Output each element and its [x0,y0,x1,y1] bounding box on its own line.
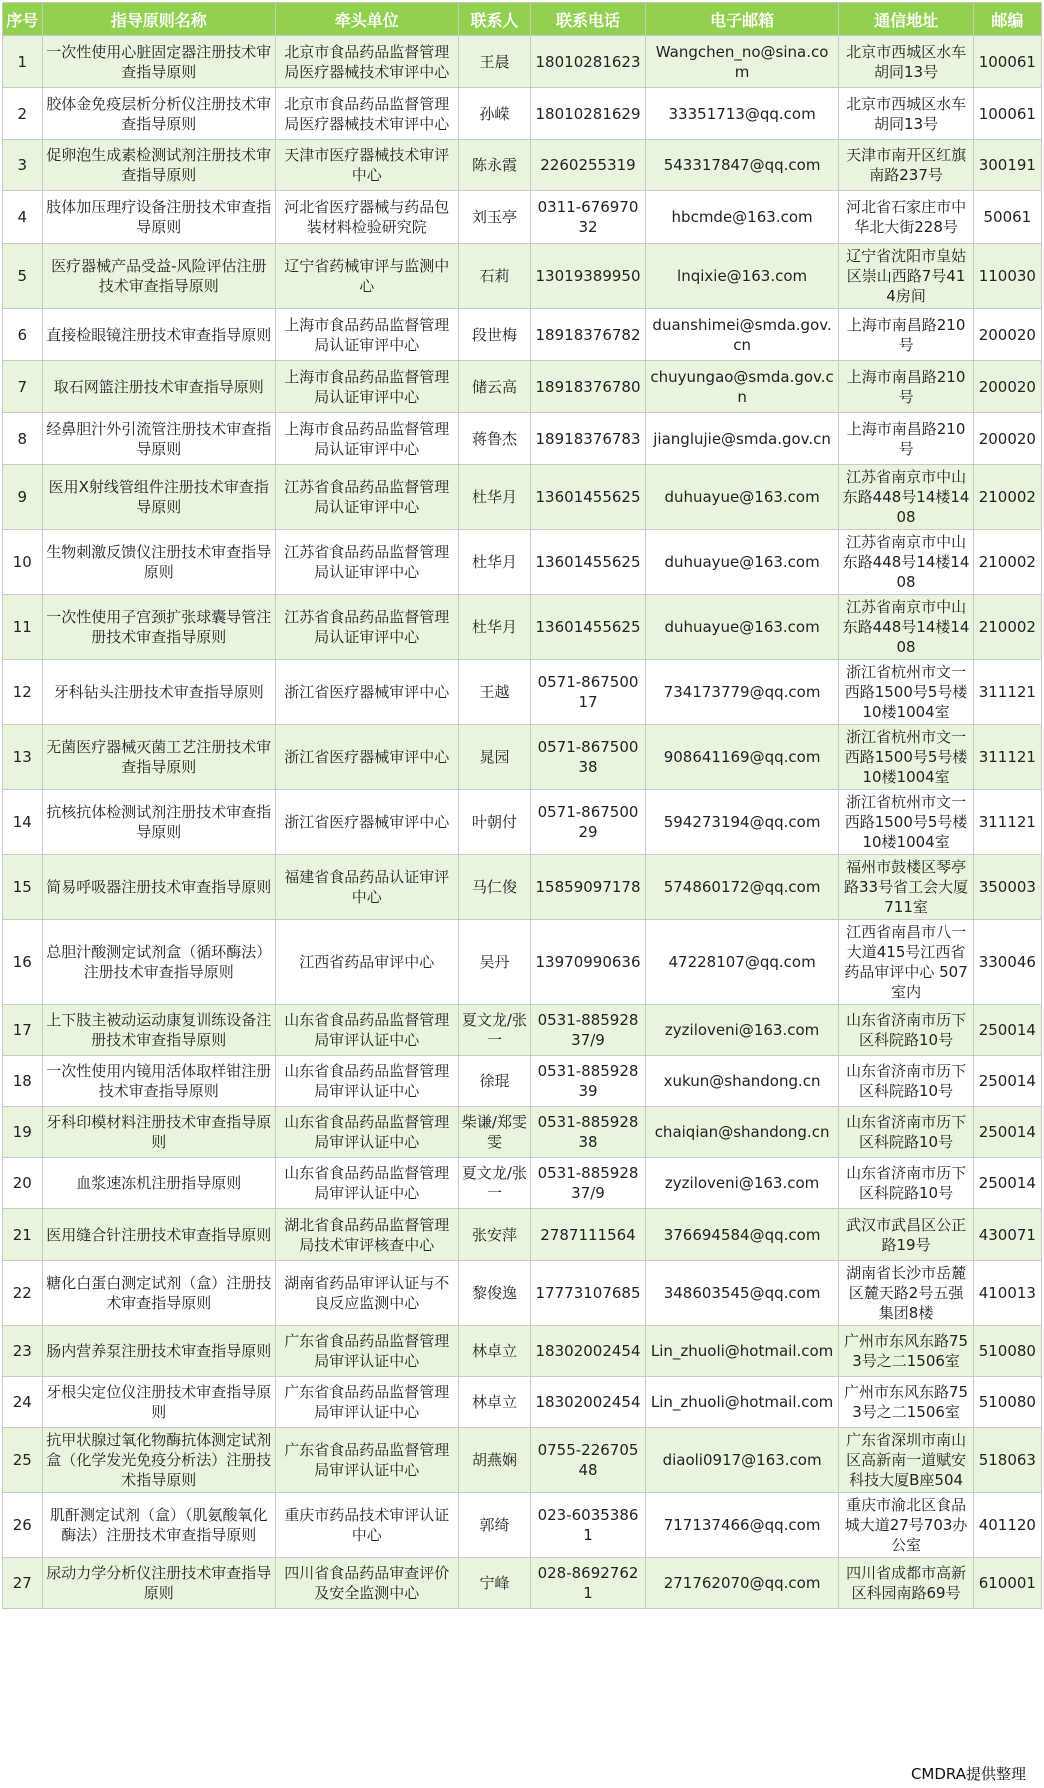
lead-unit: 山东省食品药品监督管理局审评认证中心 [275,1158,458,1209]
contact-person: 杜华月 [458,530,531,595]
postal-code: 311121 [973,660,1041,725]
mailing-address: 福州市鼓楼区琴亭路33号省工会大厦711室 [839,855,973,920]
contact-person: 王晨 [458,36,531,88]
contact-person: 陈永霞 [458,140,531,191]
contact-person: 夏文龙/张一 [458,1005,531,1056]
row-number: 21 [3,1209,43,1261]
row-number: 8 [3,413,43,465]
lead-unit: 北京市食品药品监督管理局医疗器械技术审评中心 [275,36,458,88]
mailing-address: 山东省济南市历下区科院路10号 [839,1107,973,1158]
lead-unit: 河北省医疗器械与药品包装材料检验研究院 [275,191,458,244]
col-header-contact: 联系人 [458,3,531,36]
table-row [3,191,1042,244]
table-row [3,309,1042,361]
mailing-address: 河北省石家庄市中华北大街228号 [839,191,973,244]
lead-unit: 福建省食品药品认证审评中心 [275,855,458,920]
guideline-name: 取石网篮注册技术审查指导原则 [42,361,275,413]
contact-person: 徐琨 [458,1056,531,1107]
postal-code: 330046 [973,920,1041,1005]
contact-person: 黎俊逸 [458,1261,531,1326]
footer-credit: CMDRA提供整理 [910,1765,1026,1783]
postal-code: 200020 [973,361,1041,413]
table-row [3,140,1042,191]
mailing-address: 江苏省南京市中山东路448号14楼1408 [839,465,973,530]
contact-email[interactable]: duanshimei@smda.gov.cn [645,309,839,361]
table-row [3,413,1042,465]
row-number: 14 [3,790,43,855]
guideline-name: 牙科印模材料注册技术审查指导原则 [42,1107,275,1158]
contact-email[interactable]: 594273194@qq.com [645,790,839,855]
postal-code: 610001 [973,1558,1041,1609]
row-number: 26 [3,1493,43,1558]
guideline-name: 糖化白蛋白测定试剂（盒）注册技术审查指导原则 [42,1261,275,1326]
postal-code: 510080 [973,1377,1041,1428]
guideline-name: 医用X射线管组件注册技术审查指导原则 [42,465,275,530]
mailing-address: 广州市东风东路753号之二1506室 [839,1377,973,1428]
contact-email[interactable]: xukun@shandong.cn [645,1056,839,1107]
postal-code: 100061 [973,88,1041,140]
contact-phone: 2787111564 [531,1209,645,1261]
col-header-unit: 牵头单位 [275,3,458,36]
contact-email[interactable]: lnqixie@163.com [645,244,839,309]
table-row [3,855,1042,920]
guideline-name: 上下肢主被动运动康复训练设备注册技术审查指导原则 [42,1005,275,1056]
guideline-name: 肌酐测定试剂（盒）（肌氨酸氧化酶法）注册技术审查指导原则 [42,1493,275,1558]
lead-unit: 重庆市药品技术审评认证中心 [275,1493,458,1558]
table-row [3,36,1042,88]
table-row [3,1261,1042,1326]
contact-phone: 0531-88592837/9 [531,1005,645,1056]
contact-person: 林卓立 [458,1377,531,1428]
contact-person: 石莉 [458,244,531,309]
lead-unit: 浙江省医疗器械审评中心 [275,660,458,725]
contact-email[interactable]: 734173779@qq.com [645,660,839,725]
contact-email[interactable]: zyziloveni@163.com [645,1005,839,1056]
contact-phone: 028-86927621 [531,1558,645,1609]
col-header-email: 电子邮箱 [645,3,839,36]
table-row [3,88,1042,140]
contact-person: 马仁俊 [458,855,531,920]
guideline-name: 尿动力学分析仪注册技术审查指导原则 [42,1558,275,1609]
contact-phone: 023-60353861 [531,1493,645,1558]
contact-email[interactable]: hbcmde@163.com [645,191,839,244]
contact-phone: 18918376783 [531,413,645,465]
table-row [3,1158,1042,1209]
contact-person: 柴谦/郑雯雯 [458,1107,531,1158]
guideline-name: 肢体加压理疗设备注册技术审查指导原则 [42,191,275,244]
contact-email[interactable]: 271762070@qq.com [645,1558,839,1609]
mailing-address: 浙江省杭州市文一西路1500号5号楼10楼1004室 [839,725,973,790]
table-row [3,1377,1042,1428]
contact-phone: 15859097178 [531,855,645,920]
row-number: 11 [3,595,43,660]
table-row [3,725,1042,790]
row-number: 4 [3,191,43,244]
contact-person: 胡燕娴 [458,1428,531,1493]
postal-code: 311121 [973,790,1041,855]
contact-phone: 13601455625 [531,595,645,660]
contact-person: 郭绮 [458,1493,531,1558]
contact-phone: 18918376780 [531,361,645,413]
postal-code: 401120 [973,1493,1041,1558]
col-header-phone: 联系电话 [531,3,645,36]
row-number: 27 [3,1558,43,1609]
guideline-name: 胶体金免疫层析分析仪注册技术审查指导原则 [42,88,275,140]
mailing-address: 辽宁省沈阳市皇姑区崇山西路7号414房间 [839,244,973,309]
postal-code: 200020 [973,309,1041,361]
guideline-name: 一次性使用心脏固定器注册技术审查指导原则 [42,36,275,88]
table-row [3,530,1042,595]
mailing-address: 北京市西城区水车胡同13号 [839,88,973,140]
contact-email[interactable]: Lin_zhuoli@hotmail.com [645,1377,839,1428]
postal-code: 510080 [973,1326,1041,1377]
table-row [3,595,1042,660]
table-row [3,790,1042,855]
mailing-address: 湖南省长沙市岳麓区麓天路2号五强集团8楼 [839,1261,973,1326]
contact-email[interactable]: 376694584@qq.com [645,1209,839,1261]
mailing-address: 浙江省杭州市文一西路1500号5号楼10楼1004室 [839,790,973,855]
postal-code: 210002 [973,595,1041,660]
lead-unit: 江苏省食品药品监督管理局认证审评中心 [275,465,458,530]
table-row [3,1005,1042,1056]
guideline-name: 肠内营养泵注册技术审查指导原则 [42,1326,275,1377]
table-row [3,660,1042,725]
contact-phone: 18302002454 [531,1326,645,1377]
lead-unit: 浙江省医疗器械审评中心 [275,790,458,855]
mailing-address: 上海市南昌路210号 [839,309,973,361]
row-number: 16 [3,920,43,1005]
row-number: 1 [3,36,43,88]
contact-email[interactable]: jianglujie@smda.gov.cn [645,413,839,465]
lead-unit: 广东省食品药品监督管理局审评认证中心 [275,1326,458,1377]
contact-phone: 0531-88592837/9 [531,1158,645,1209]
postal-code: 50061 [973,191,1041,244]
contact-person: 晁园 [458,725,531,790]
row-number: 22 [3,1261,43,1326]
table-row [3,1326,1042,1377]
table-body [3,36,1042,1609]
row-number: 5 [3,244,43,309]
table-row [3,465,1042,530]
contact-person: 林卓立 [458,1326,531,1377]
contact-phone: 0571-86750029 [531,790,645,855]
guideline-name: 经鼻胆汁外引流管注册技术审查指导原则 [42,413,275,465]
postal-code: 250014 [973,1158,1041,1209]
header-row [3,3,1042,36]
table-header [3,3,1042,36]
postal-code: 110030 [973,244,1041,309]
mailing-address: 四川省成都市高新区科园南路69号 [839,1558,973,1609]
mailing-address: 天津市南开区红旗南路237号 [839,140,973,191]
guideline-name: 抗核抗体检测试剂注册技术审查指导原则 [42,790,275,855]
mailing-address: 武汉市武昌区公正路19号 [839,1209,973,1261]
contact-email[interactable]: 47228107@qq.com [645,920,839,1005]
contact-phone: 0531-88592838 [531,1107,645,1158]
col-header-address: 通信地址 [839,3,973,36]
mailing-address: 上海市南昌路210号 [839,361,973,413]
lead-unit: 辽宁省药械审评与监测中心 [275,244,458,309]
lead-unit: 上海市食品药品监督管理局认证审评中心 [275,361,458,413]
row-number: 9 [3,465,43,530]
guideline-name: 直接检眼镜注册技术审查指导原则 [42,309,275,361]
lead-unit: 上海市食品药品监督管理局认证审评中心 [275,413,458,465]
postal-code: 518063 [973,1428,1041,1493]
table-row [3,361,1042,413]
postal-code: 210002 [973,465,1041,530]
postal-code: 210002 [973,530,1041,595]
lead-unit: 广东省食品药品监督管理局审评认证中心 [275,1428,458,1493]
row-number: 18 [3,1056,43,1107]
col-header-name: 指导原则名称 [42,3,275,36]
postal-code: 250014 [973,1005,1041,1056]
contact-phone: 17773107685 [531,1261,645,1326]
contact-email[interactable]: 543317847@qq.com [645,140,839,191]
guideline-name: 促卵泡生成素检测试剂注册技术审查指导原则 [42,140,275,191]
row-number: 13 [3,725,43,790]
table-row [3,244,1042,309]
mailing-address: 山东省济南市历下区科院路10号 [839,1158,973,1209]
contact-email[interactable]: 33351713@qq.com [645,88,839,140]
col-header-no: 序号 [3,3,43,36]
row-number: 3 [3,140,43,191]
contact-person: 储云高 [458,361,531,413]
contact-phone: 13970990636 [531,920,645,1005]
contact-email[interactable]: Wangchen_no@sina.com [645,36,839,88]
contact-phone: 13601455625 [531,465,645,530]
contact-phone: 0755-22670548 [531,1428,645,1493]
table-row [3,1428,1042,1493]
row-number: 10 [3,530,43,595]
contact-email[interactable]: 717137466@qq.com [645,1493,839,1558]
postal-code: 311121 [973,725,1041,790]
lead-unit: 天津市医疗器械技术审评中心 [275,140,458,191]
mailing-address: 江西省南昌市八一大道415号江西省药品审评中心 507室内 [839,920,973,1005]
mailing-address: 山东省济南市历下区科院路10号 [839,1005,973,1056]
row-number: 15 [3,855,43,920]
contact-phone: 13601455625 [531,530,645,595]
table-row [3,1209,1042,1261]
lead-unit: 上海市食品药品监督管理局认证审评中心 [275,309,458,361]
guideline-name: 无菌医疗器械灭菌工艺注册技术审查指导原则 [42,725,275,790]
mailing-address: 江苏省南京市中山东路448号14楼1408 [839,595,973,660]
contact-phone: 18302002454 [531,1377,645,1428]
row-number: 12 [3,660,43,725]
guideline-name: 医疗器械产品受益-风险评估注册技术审查指导原则 [42,244,275,309]
row-number: 7 [3,361,43,413]
guideline-name: 简易呼吸器注册技术审查指导原则 [42,855,275,920]
row-number: 25 [3,1428,43,1493]
lead-unit: 浙江省医疗器械审评中心 [275,725,458,790]
contact-email[interactable]: 348603545@qq.com [645,1261,839,1326]
table-row [3,1107,1042,1158]
table-row [3,920,1042,1005]
guideline-name: 一次性使用内镜用活体取样钳注册技术审查指导原则 [42,1056,275,1107]
row-number: 2 [3,88,43,140]
contact-phone: 2260255319 [531,140,645,191]
row-number: 23 [3,1326,43,1377]
contact-phone: 0571-86750038 [531,725,645,790]
mailing-address: 山东省济南市历下区科院路10号 [839,1056,973,1107]
guideline-name: 医用缝合针注册技术审查指导原则 [42,1209,275,1261]
contact-person: 刘玉亭 [458,191,531,244]
contact-email[interactable]: 574860172@qq.com [645,855,839,920]
table-row [3,1558,1042,1609]
lead-unit: 江苏省食品药品监督管理局认证审评中心 [275,595,458,660]
mailing-address: 北京市西城区水车胡同13号 [839,36,973,88]
contact-person: 孙嵘 [458,88,531,140]
lead-unit: 广东省食品药品监督管理局审评认证中心 [275,1377,458,1428]
contact-email[interactable]: duhuayue@163.com [645,465,839,530]
contact-person: 张安萍 [458,1209,531,1261]
contact-person: 段世梅 [458,309,531,361]
postal-code: 350003 [973,855,1041,920]
mailing-address: 江苏省南京市中山东路448号14楼1408 [839,530,973,595]
postal-code: 100061 [973,36,1041,88]
postal-code: 250014 [973,1107,1041,1158]
guideline-name: 总胆汁酸测定试剂盒（循环酶法）注册技术审查指导原则 [42,920,275,1005]
postal-code: 410013 [973,1261,1041,1326]
lead-unit: 山东省食品药品监督管理局审评认证中心 [275,1056,458,1107]
lead-unit: 湖南省药品审评认证与不良反应监测中心 [275,1261,458,1326]
contact-person: 叶朝付 [458,790,531,855]
row-number: 6 [3,309,43,361]
contact-email[interactable]: diaoli0917@163.com [645,1428,839,1493]
contact-person: 夏文龙/张一 [458,1158,531,1209]
guideline-name: 一次性使用子宫颈扩张球囊导管注册技术审查指导原则 [42,595,275,660]
lead-unit: 北京市食品药品监督管理局医疗器械技术审评中心 [275,88,458,140]
row-number: 24 [3,1377,43,1428]
mailing-address: 上海市南昌路210号 [839,413,973,465]
contact-phone: 13019389950 [531,244,645,309]
lead-unit: 山东省食品药品监督管理局审评认证中心 [275,1107,458,1158]
table-row [3,1493,1042,1558]
contact-email[interactable]: 908641169@qq.com [645,725,839,790]
contact-email[interactable]: zyziloveni@163.com [645,1158,839,1209]
contact-phone: 18010281629 [531,88,645,140]
contact-person: 杜华月 [458,595,531,660]
lead-unit: 江西省药品审评中心 [275,920,458,1005]
postal-code: 200020 [973,413,1041,465]
contact-phone: 0311-67697032 [531,191,645,244]
contact-phone: 0531-88592839 [531,1056,645,1107]
row-number: 20 [3,1158,43,1209]
guideline-name: 牙科钻头注册技术审查指导原则 [42,660,275,725]
contact-email[interactable]: duhuayue@163.com [645,530,839,595]
guideline-table [2,2,1042,1609]
contact-person: 王越 [458,660,531,725]
mailing-address: 广州市东风东路753号之二1506室 [839,1326,973,1377]
mailing-address: 广东省深圳市南山区高新南一道赋安科技大厦B座504 [839,1428,973,1493]
contact-email[interactable]: Lin_zhuoli@hotmail.com [645,1326,839,1377]
col-header-zip: 邮编 [973,3,1041,36]
contact-email[interactable]: chaiqian@shandong.cn [645,1107,839,1158]
lead-unit: 江苏省食品药品监督管理局认证审评中心 [275,530,458,595]
contact-person: 吴丹 [458,920,531,1005]
guideline-name: 抗甲状腺过氧化物酶抗体测定试剂盒（化学发光免疫分析法）注册技术指导原则 [42,1428,275,1493]
table-row [3,1056,1042,1107]
contact-phone: 18918376782 [531,309,645,361]
lead-unit: 湖北省食品药品监督管理局技术审评核查中心 [275,1209,458,1261]
postal-code: 300191 [973,140,1041,191]
contact-phone: 0571-86750017 [531,660,645,725]
postal-code: 430071 [973,1209,1041,1261]
contact-person: 蒋鲁杰 [458,413,531,465]
contact-phone: 18010281623 [531,36,645,88]
contact-email[interactable]: duhuayue@163.com [645,595,839,660]
guideline-name: 牙根尖定位仪注册技术审查指导原则 [42,1377,275,1428]
row-number: 17 [3,1005,43,1056]
row-number: 19 [3,1107,43,1158]
postal-code: 250014 [973,1056,1041,1107]
contact-person: 杜华月 [458,465,531,530]
contact-person: 宁峰 [458,1558,531,1609]
mailing-address: 浙江省杭州市文一西路1500号5号楼10楼1004室 [839,660,973,725]
mailing-address: 重庆市渝北区食品城大道27号703办公室 [839,1493,973,1558]
lead-unit: 四川省食品药品审查评价及安全监测中心 [275,1558,458,1609]
lead-unit: 山东省食品药品监督管理局审评认证中心 [275,1005,458,1056]
guideline-name: 血浆速冻机注册指导原则 [42,1158,275,1209]
guideline-name: 生物刺激反馈仪注册技术审查指导原则 [42,530,275,595]
contact-email[interactable]: chuyungao@smda.gov.cn [645,361,839,413]
